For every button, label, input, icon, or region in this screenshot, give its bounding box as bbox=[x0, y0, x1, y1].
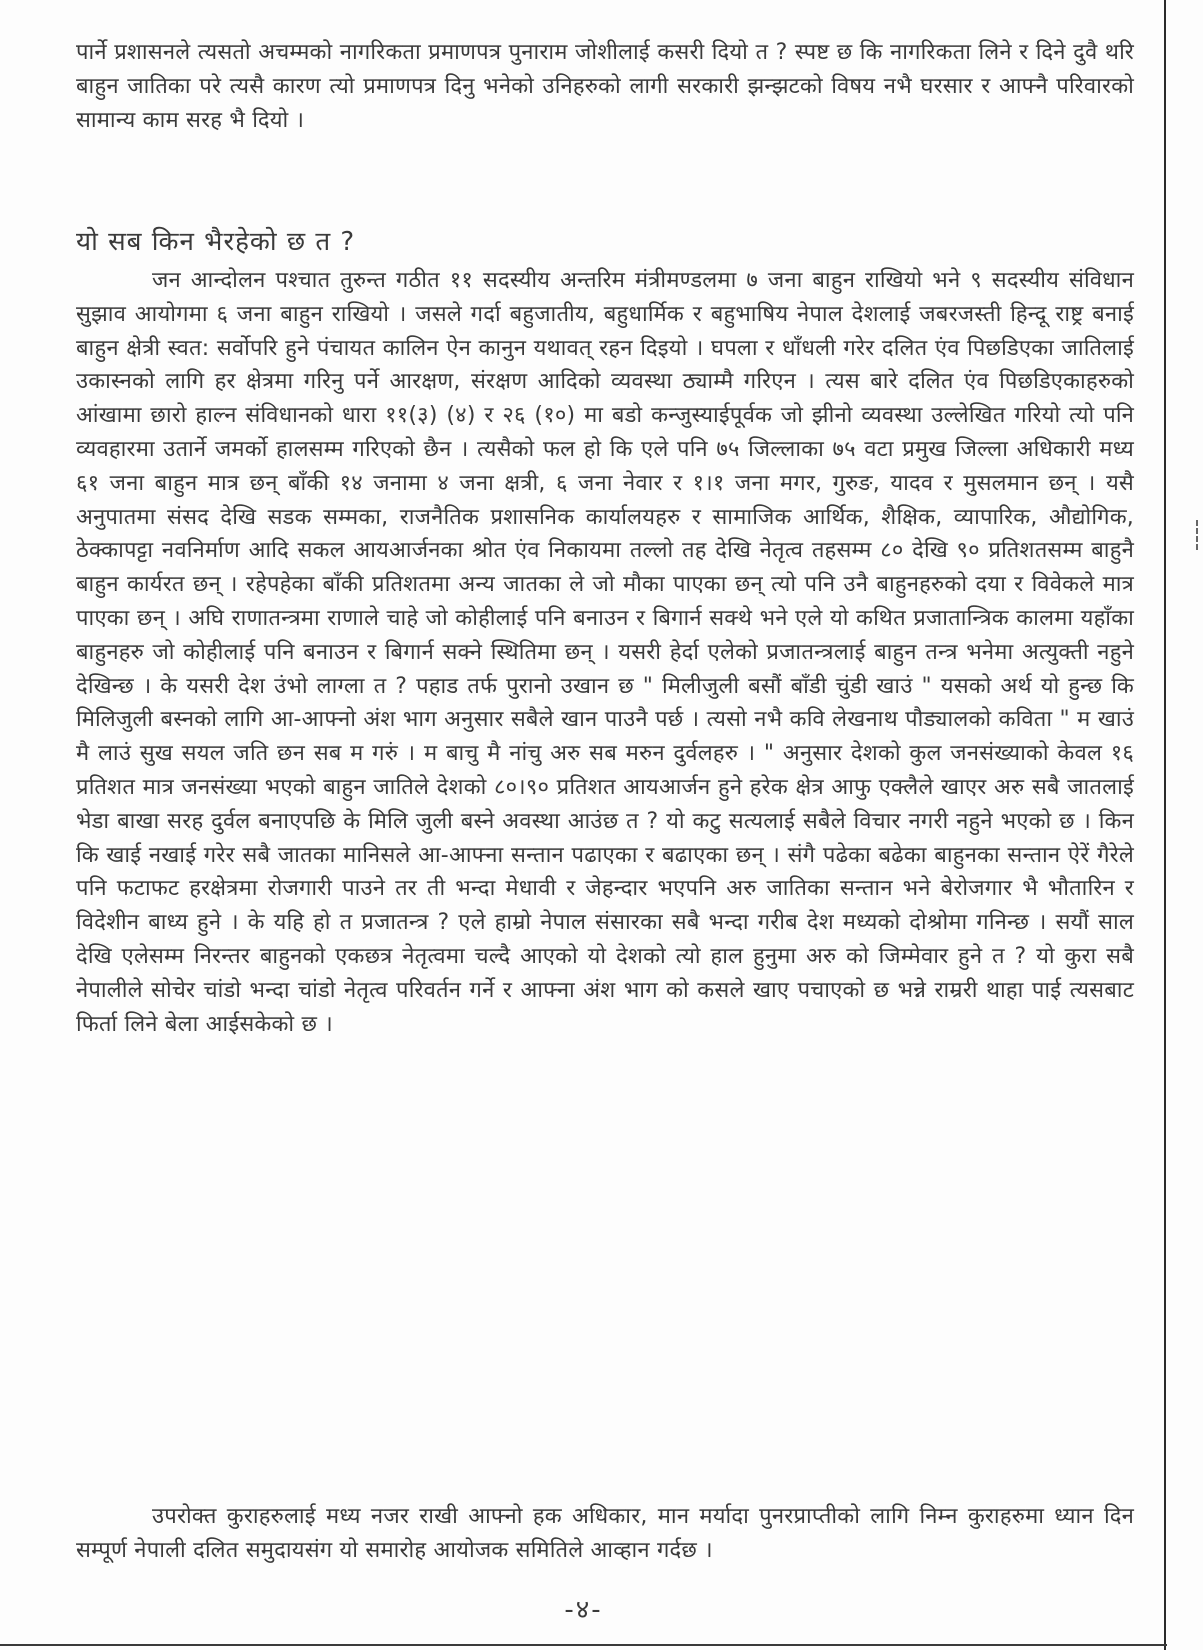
paragraph-intro: पार्ने प्रशासनले त्यसतो अचम्मको नागरिकता प्रमाणपत्र पुनाराम जोशीलाई कसरी दियो त ? स्पष्ट छ कि नागरिकता लिने र दिने दुवै थरि बाहुन जातिका परे त्यसै कारण त्यो प्रमाणपत्र दिनु भनेको उनिहरुको लागी सरकारी झन्झटको विषय नभै घरसार र आफ्नै परिवारको सामान्य काम सरह भै दियो । bbox=[76, 40, 1134, 133]
page-number: -४- bbox=[564, 1595, 603, 1625]
paragraph-main: जन आन्दोलन पश्चात तुरुन्त गठीत ११ सदस्यीय अन्तरिम मंत्रीमण्डलमा ७ जना बाहुन राखियो भने ९ सदस्यीय संविधान सुझाव आयोगमा ६ जना बाहुन राखियो । जसले गर्दा बहुजातीय, बहुधार्मिक र बहुभाषिय नेपाल देशलाई जबरजस्ती हिन्दू राष्ट्र बनाई बाहुन क्षेत्री स्वत: सर्वोपरि हुने पंचायत कालिन ऐन कानुन यथावत् रहन दिइयो । घपला र धाँधली गरेर दलित एंव पिछडिएका जातिलाई उकास्नको लागि हर क्षेत्रमा गरिनु पर्ने आरक्षण, संरक्षण आदिको व्यवस्था ठ्याम्मै गरिएन । त्यस बारे दलित एंव पिछडिएकाहरुको आंखामा छारो हाल्न संविधानको धारा ११(३) (४) र २६ (१०) मा बडो कन्जुस्याईपूर्वक जो झीनो व्यवस्था उल्लेखित गरियो त्यो पनि व्यवहारमा उतार्ने जमर्को हालसम्म गरिएको छैन । त्यसैको फल हो कि एले पनि ७५ जिल्लाका ७५ वटा प्रमुख जिल्ला अधिकारी मध्य ६१ जना बाहुन मात्र छन् बाँकी १४ जनामा ४ जना क्षत्री, ६ जना नेवार र १।१ जना मगर, गुरुङ, यादव र मुसलमान छन् । यसै अनुपातमा संसद देखि सडक सम्मका, राजनैतिक प्रशासनिक कार्यालयहरु र सामाजिक आर्थिक, शैक्षिक, व्यापारिक, औद्योगिक, ठेक्कापट्टा नवनिर्माण आदि सकल आयआर्जनका श्रोत एंव निकायमा तल्लो तह देखि नेतृत्व तहसम्म ८० देखि ९० प्रतिशतसम्म बाहुनै बाहुन कार्यरत छन् । रहेपहेका बाँकी प्रतिशतमा अन्य जातका ले जो मौका पाएका छन् त्यो पनि उनै बाहुनहरुको दया र विवेकले मात्र पाएका छन् । अघि राणातन्त्रमा राणाले चाहे जो कोहीलाई पनि बनाउन र बिगार्न सक्थे भने एले यो कथित प्रजातान्त्रिक कालमा यहाँका बाहुनहरु जो कोहीलाई पनि बनाउन र बिगार्न सक्ने स्थितिमा छन् । यसरी हेर्दा एलेको प्रजातन्त्रलाई बाहुन तन्त्र भनेमा अत्युक्ती नहुने देखिन्छ । के यसरी देश उंभो लाग्ला त ? पहाड तर्फ पुरानो उखान छ " मिलीजुली बसौं बाँडी चुंडी खाउं " यसको अर्थ यो हुन्छ कि मिलिजुली बस्नको लागि आ-आफ्नो अंश भाग अनुसार सबैले खान पाउनै पर्छ । त्यसो नभै कवि लेखनाथ पौड्यालको कविता " म खाउं मै लाउं सुख सयल जति छन सब म गरुं । म बाचु मै नांचु अरु सब मरुन दुर्वलहरु । " अनुसार देशको कुल जनसंख्याको केवल १६ प्रतिशत मात्र जनसंख्या भएको बाहुन जातिले देशको ८०।९० प्रतिशत आयआर्जन हुने हरेक क्षेत्र आफु एक्लैले खाएर अरु सबै जातलाई भेडा बाखा सरह दुर्वल बनाएपछि के मिलि जुली बस्ने अवस्था आउंछ त ? यो कटु सत्यलाई सबैले विचार नगरी नहुने भएको छ । किन कि खाई नखाई गरेर सबै जातका मानिसले आ-आफ्ना सन्तान पढाएका र बढाएका छन् । संगै पढेका बढेका बाहुनका सन्तान ऐरें गैरेले पनि फटाफट हरक्षेत्रमा रोजगारी पाउने तर ती भन्दा मेधावी र जेहन्दार भएपनि अरु जातिका सन्तान भने बेरोजगार भै भौतारिन र विदेशीन बाध्य हुने । के यहि हो त प्रजातन्त्र ? एले हाम्रो नेपाल संसारका सबै भन्दा गरीब देश मध्यको दोश्रोमा गनिन्छ । सयौं साल देखि एलेसम्म निरन्तर बाहुनको एकछत्र नेतृत्वमा चल्दै आएको यो देशको त्यो हाल हुनुमा अरु को जिम्मेवार हुने त ? यो कुरा सबै नेपालीले सोचेर चांडो भन्दा चांडो नेतृत्व परिवर्तन गर्ने र आफ्ना अंश भाग को कसले खाए पचाएको छ भन्ने राम्ररी थाहा पाई त्यसबाट फिर्ता लिने बेला आईसकेको छ । bbox=[76, 268, 1134, 1037]
page-border-bottom bbox=[0, 1644, 1167, 1646]
paragraph-closing: उपरोक्त कुराहरुलाई मध्य नजर राखी आफ्नो हक अधिकार, मान मर्यादा पुनरप्राप्तीको लागि निम्न कुराहरुमा ध्यान दिन सम्पूर्ण नेपाली दलित समुदायसंग यो समारोह आयोजक समितिले आव्हान गर्दछ । bbox=[76, 1504, 1134, 1563]
page-border-right bbox=[1164, 0, 1166, 1650]
section-heading: यो सब किन भैरहेको छ त ? bbox=[76, 227, 356, 257]
scan-edge-mark bbox=[1196, 520, 1201, 550]
